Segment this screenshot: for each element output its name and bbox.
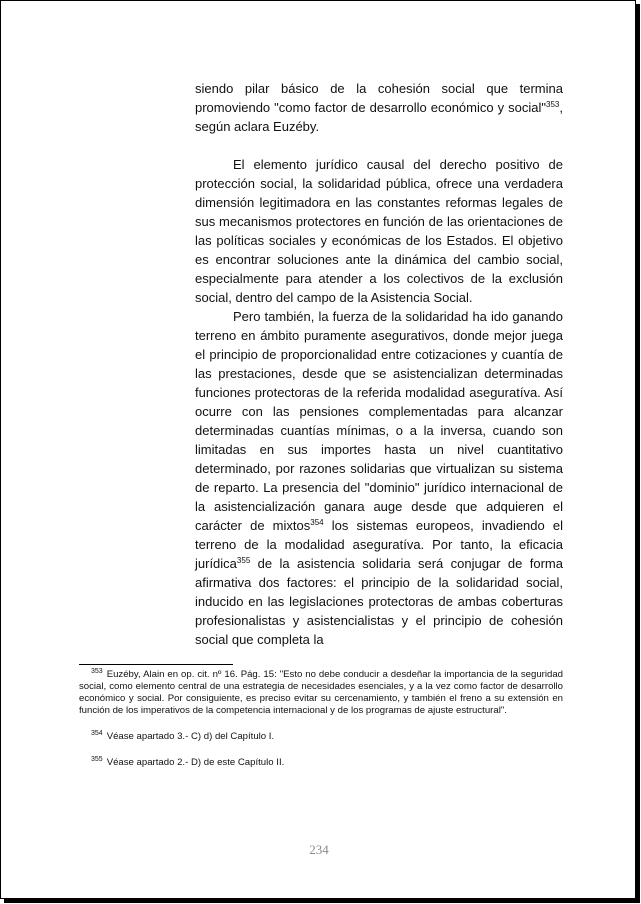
body-text (195, 79, 563, 649)
paragraph-text: Pero también, la fuerza de la solidaridad ha ido ganando terreno en ámbito puramente asegurativos, donde mejor juega el principio de proporcionalidad entre cotizaciones y cuantía de las prestaciones, desde que se asistencializan determinadas funciones protectoras de la referida modalidad aseguratíva. Así ocurre con las pensiones complementadas para alcanzar determinadas cuantías mínimas, o a la inversa, cuando son limitadas en sus importes hasta un nivel cuantitativo determinado, por razones solidarias que virtualizan su sistema de reparto. La presencia del "dominio" jurídico internacional de la asistencialización ganara auge desde que adquieren el carácter de mixtos (195, 309, 563, 533)
paragraph-text: , según aclara Euzéby. (195, 100, 563, 134)
footnote-number: 355 (91, 756, 103, 763)
footnote (79, 757, 563, 769)
footnote-text: Euzéby, Alain en op. cit. nº 16. Pág. 15: "Esto no debe conducir a desdeñar la importancia de la seguridad social, como elemento central de una estrategia de necesidades esenciales, y a la vez como factor de desarrollo económico y social. Por consiguiente, es preciso evitar su cercenamiento, y también el freno a su extensión en función de los imperativos de la competencia internacional y de los programas de ajuste estructural". (79, 669, 563, 716)
page-number: 234 (309, 842, 329, 857)
footnote-number: 354 (91, 730, 103, 737)
footnote (79, 731, 563, 743)
paragraph: El elemento jurídico causal del derecho positivo de protección social, la solidaridad pública, ofrece una verdadera dimensión legitimadora en las constantes reformas legales de sus mecanismos protectores en función de las orientaciones de las políticas sociales y económicas de los Estados. El objetivo es encontrar soluciones ante la dinámica del cambio social, especialmente para atender a los colectivos de la exclusión social, dentro del campo de la Asistencia Social. (195, 157, 563, 305)
footnote-number: 353 (91, 668, 103, 675)
paragraph-text: los sistemas europeos, invadiendo el terreno de la modalidad aseguratíva. Por tanto, la eficacia jurídica (195, 518, 564, 571)
footnote-reference[interactable]: 353 (546, 100, 560, 109)
paragraph (195, 79, 563, 136)
footnote-text: Véase apartado 3.- C) d) del Capítulo I. (106, 731, 275, 742)
footnote-reference[interactable]: 354 (310, 518, 324, 527)
footnote-text: Véase apartado 2.- D) de este Capítulo II. (106, 757, 285, 768)
footnote (79, 669, 563, 717)
paragraph-text: siendo pilar básico de la cohesión social que termina promoviendo "como factor de desarrollo económico y social" (195, 81, 563, 115)
footnotes (79, 669, 563, 769)
footnote-reference[interactable]: 355 (236, 556, 251, 565)
paragraph (195, 307, 563, 649)
paragraph-text: de la asistencia solidaria será conjugar de forma afirmativa dos factores: el principio de la solidaridad social, inducido en las legislaciones protectoras de ambas coberturas profesionalistas y asistencialistas y el principio de cohesión social que completa la (195, 556, 563, 647)
footnote-separator (79, 664, 233, 665)
